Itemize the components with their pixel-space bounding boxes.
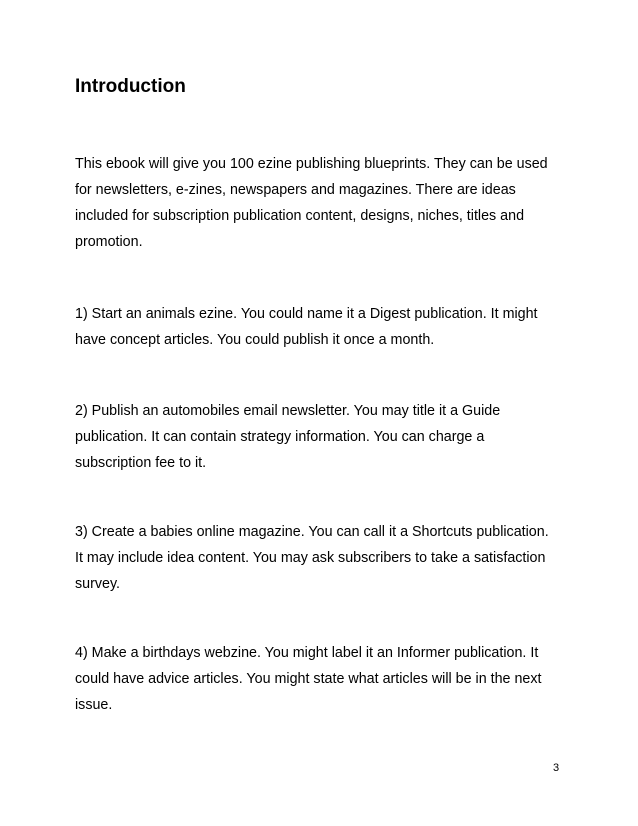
blueprint-item-2 [75,398,575,476]
text-line: included for subscription publication content, designs, niches, titles and [75,208,525,224]
intro-paragraph [75,151,575,255]
text-line: It may include idea content. You may ask subscribers to take a satisfaction [75,550,546,566]
page-number: 3 [553,762,560,774]
text-line: for newsletters, e-zines, newspapers and magazines. There are ideas [75,182,516,198]
text-line: could have advice articles. You might state what articles will be in the next [75,671,542,687]
text-line: 3) Create a babies online magazine. You can call it a Shortcuts publication. [75,524,549,540]
text-line: issue. [75,697,113,713]
text-line: subscription fee to it. [75,455,207,471]
text-line: publication. It can contain strategy information. You can charge a [75,429,485,445]
text-line: This ebook will give you 100 ezine publishing blueprints. They can be used [75,156,548,172]
text-line: 2) Publish an automobiles email newsletter. You may title it a Guide [75,403,501,419]
text-line: 4) Make a birthdays webzine. You might label it an Informer publication. It [75,645,539,661]
text-line: promotion. [75,234,143,250]
blueprint-item-3 [75,519,575,597]
text-line: survey. [75,576,121,592]
blueprint-item-4 [75,640,575,718]
text-line: 1) Start an animals ezine. You could name it a Digest publication. It might [75,306,538,322]
page-title: Introduction [75,76,186,97]
text-line: have concept articles. You could publish it once a month. [75,332,435,348]
blueprint-item-1 [75,301,575,353]
